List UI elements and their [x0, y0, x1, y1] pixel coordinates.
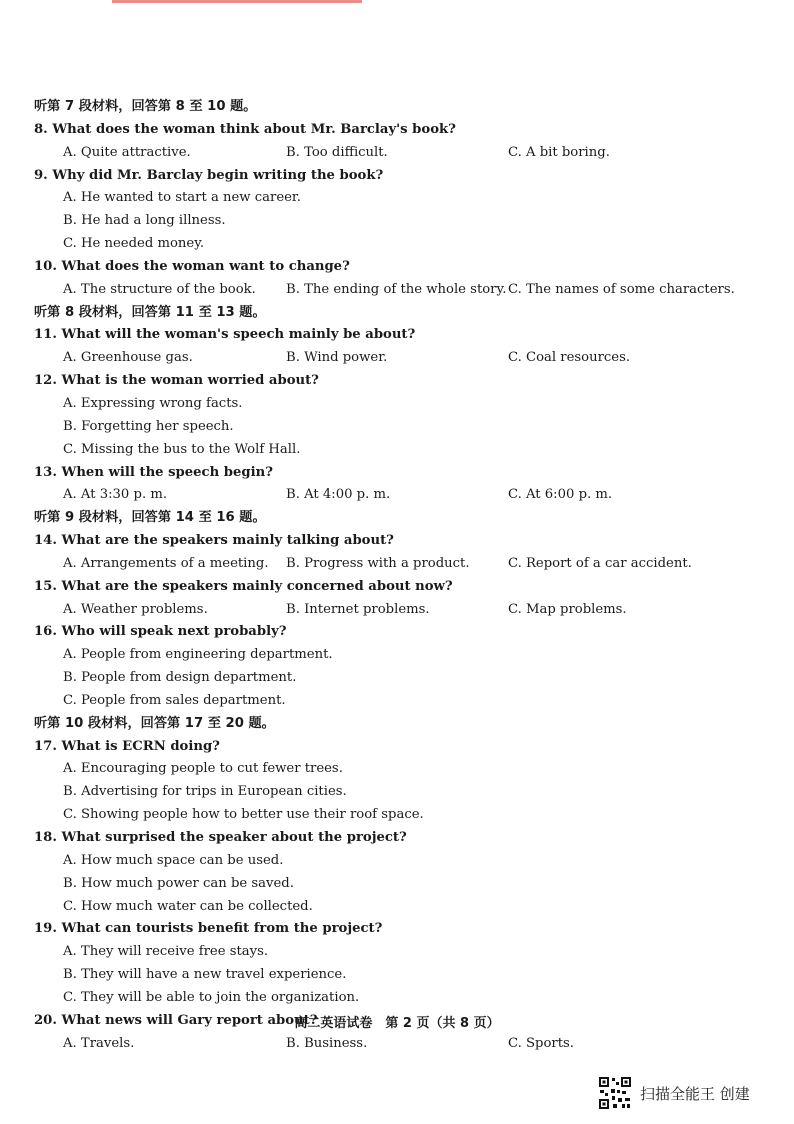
- top-accent-bar: [112, 0, 362, 3]
- page-footer: 高二英语试卷 第 2 页（共 8 页）: [294, 1016, 500, 1031]
- answer-option: C. He needed money.: [63, 236, 205, 252]
- answer-option: A. He wanted to start a new career.: [63, 190, 301, 206]
- answer-option: A. People from engineering department.: [63, 647, 333, 663]
- answer-option: A. Travels.: [63, 1035, 135, 1051]
- option-row: [34, 1033, 764, 1056]
- answer-option: B. People from design department.: [63, 670, 297, 686]
- answer-option: A. At 3:30 p. m.: [63, 487, 168, 503]
- answer-option: B. Forgetting her speech.: [63, 418, 234, 434]
- section-heading: 听第 9 段材料，回答第 14 至 16 题。: [34, 510, 266, 526]
- answer-option: C. Report of a car accident.: [508, 555, 692, 571]
- question-stem: 20. What news will Gary report about?: [34, 1012, 318, 1028]
- answer-option: C. How much water can be collected.: [63, 898, 313, 914]
- option-row: [34, 484, 764, 507]
- section-heading: 听第 8 段材料，回答第 11 至 13 题。: [34, 304, 266, 320]
- answer-option: B. How much power can be saved.: [63, 875, 294, 891]
- brand-label: 扫描全能王 创建: [640, 1084, 750, 1103]
- answer-option: A. They will receive free stays.: [63, 944, 269, 960]
- question-stem: 11. What will the woman's speech mainly be about?: [34, 327, 416, 343]
- answer-option: C. The names of some characters.: [508, 281, 735, 297]
- answer-option: C. People from sales department.: [63, 692, 286, 708]
- answer-option: B. He had a long illness.: [63, 213, 226, 229]
- question-stem: 12. What is the woman worried about?: [34, 373, 319, 389]
- option-row: [34, 553, 764, 576]
- answer-option: A. The structure of the book.: [63, 281, 256, 297]
- question-page: [34, 96, 764, 1055]
- answer-option: A. Quite attractive.: [63, 144, 191, 160]
- question-stem: 18. What surprised the speaker about the project?: [34, 830, 407, 845]
- answer-option: C. At 6:00 p. m.: [508, 487, 613, 503]
- answer-option: B. They will have a new travel experience.: [63, 967, 347, 983]
- answer-option: C. They will be able to join the organization.: [63, 989, 360, 1005]
- question-stem: 14. What are the speakers mainly talking about?: [34, 533, 394, 549]
- answer-option: A. How much space can be used.: [63, 852, 284, 868]
- question-stem: 9. Why did Mr. Barclay begin writing the book?: [34, 167, 384, 183]
- answer-option: C. Coal resources.: [508, 350, 631, 366]
- question-stem: 17. What is ECRN doing?: [34, 738, 220, 754]
- answer-option: C. Missing the bus to the Wolf Hall.: [63, 441, 301, 457]
- answer-option: C. Map problems.: [508, 601, 627, 617]
- option-row: [34, 142, 764, 165]
- answer-option: B. Too difficult.: [286, 144, 388, 160]
- section-heading: 听第 7 段材料，回答第 8 至 10 题。: [34, 99, 257, 114]
- answer-option: B. At 4:00 p. m.: [286, 487, 391, 503]
- question-stem: 16. Who will speak next probably?: [34, 624, 287, 640]
- answer-option: C. Showing people how to better use their roof space.: [63, 807, 424, 823]
- answer-option: C. Sports.: [508, 1035, 574, 1051]
- question-stem: 8. What does the woman think about Mr. Barclay's book?: [34, 121, 456, 137]
- section-heading: 听第 10 段材料，回答第 17 至 20 题。: [34, 715, 275, 731]
- answer-option: A. Expressing wrong facts.: [63, 395, 243, 411]
- answer-option: A. Weather problems.: [63, 601, 208, 617]
- question-stem: 10. What does the woman want to change?: [34, 258, 350, 274]
- answer-option: A. Greenhouse gas.: [63, 350, 193, 366]
- option-row: [34, 279, 764, 302]
- answer-option: A. Encouraging people to cut fewer trees.: [63, 761, 343, 777]
- answer-option: B. Progress with a product.: [286, 555, 470, 571]
- scanner-brand: [598, 1076, 750, 1110]
- option-row: [34, 347, 764, 370]
- answer-option: C. A bit boring.: [508, 144, 610, 160]
- answer-option: B. Advertising for trips in European cities.: [63, 784, 347, 800]
- option-row: [34, 599, 764, 622]
- answer-option: A. Arrangements of a meeting.: [63, 555, 269, 571]
- answer-option: B. Internet problems.: [286, 601, 430, 617]
- qr-code-icon: [598, 1076, 632, 1110]
- answer-option: B. Business.: [286, 1035, 368, 1051]
- answer-option: B. The ending of the whole story.: [286, 281, 507, 297]
- question-stem: 13. When will the speech begin?: [34, 464, 273, 480]
- answer-option: B. Wind power.: [286, 350, 388, 366]
- question-stem: 15. What are the speakers mainly concerned about now?: [34, 578, 453, 594]
- question-stem: 19. What can tourists benefit from the project?: [34, 921, 383, 937]
